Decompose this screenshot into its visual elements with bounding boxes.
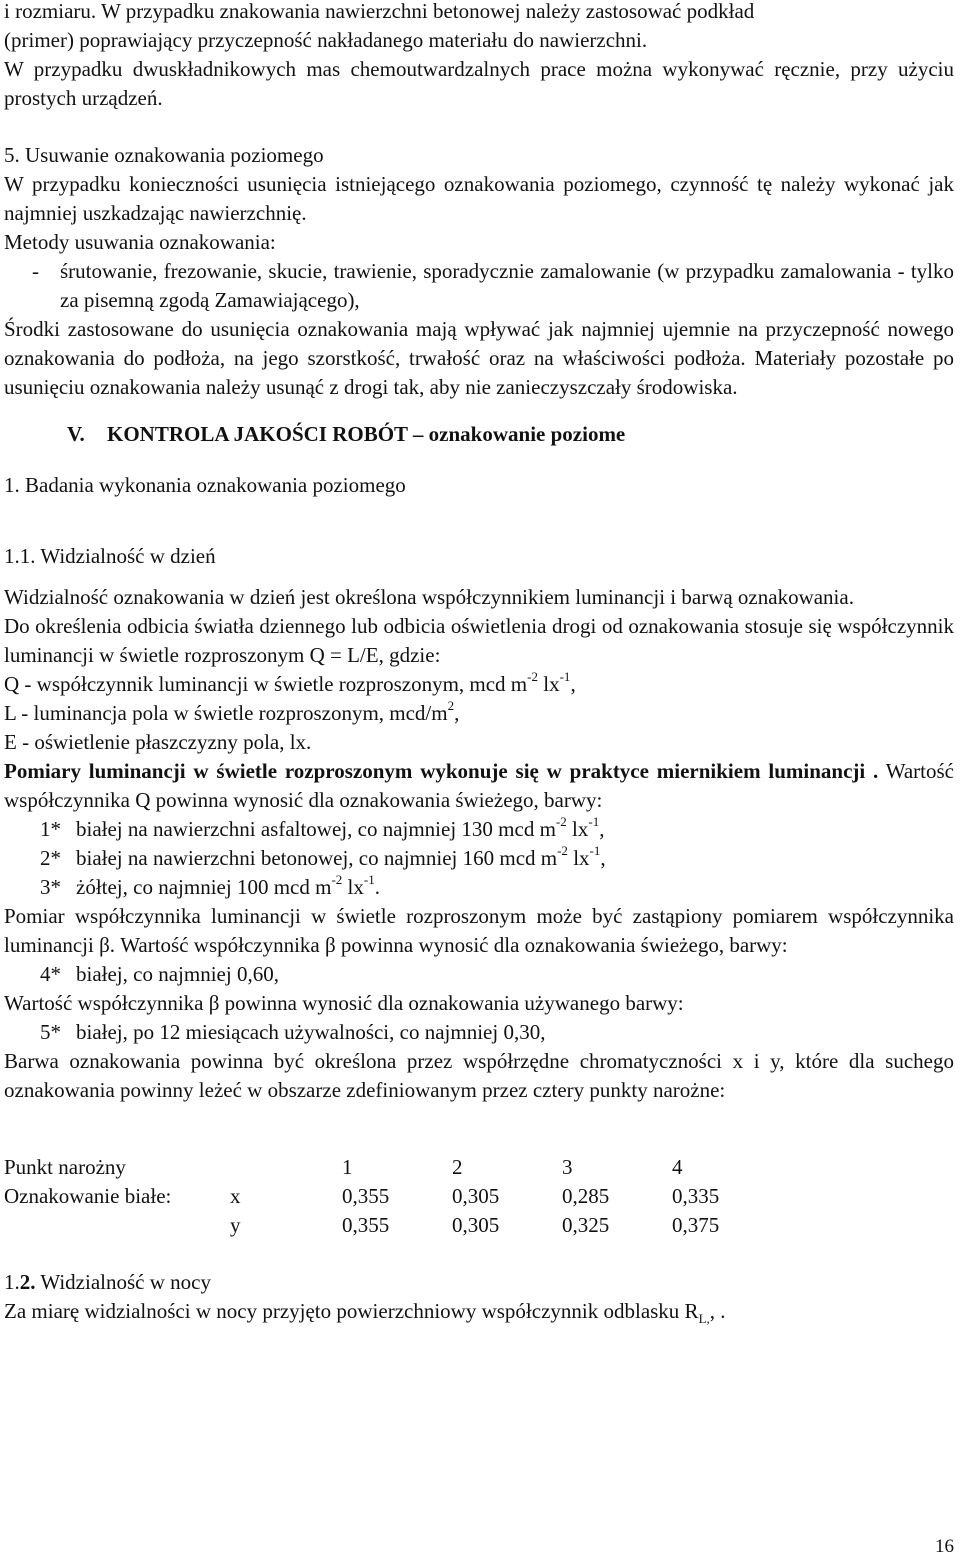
l-definition: L - luminancja pola w świetle rozproszonym, mcd/$m^2$, xyxy=(4,698,460,725)
methods-list-item xyxy=(34,257,954,315)
agents-paragraph: Środki zastosowane do usunięcia oznakowania mają wpływać jak najmniej ujemnie na przyczepność nowego oznakowania do podłoża, na jego szorstkość, trwałość oraz na właściwości podłoża. Materiały pozostałe po usunięciu oznakowania należy usunąć z drogi tak, aby nie zanieczyszczały środowiska. xyxy=(4,317,954,399)
list-item: 4* białej, co najmniej 0,60, xyxy=(40,962,279,986)
table-cell: 0,305 xyxy=(452,1213,500,1237)
table-cell: 0,355 xyxy=(342,1213,390,1237)
table-row-label: Oznakowanie białe: xyxy=(4,1184,172,1208)
table-axis-label: y xyxy=(230,1213,241,1237)
page-number: 16 xyxy=(935,1536,954,1557)
list-item: 3* żółtej, co najmniej 100 mcd $m^{-2}$ $lx^{-1}$. xyxy=(40,872,380,899)
spacer xyxy=(4,113,954,141)
section-1-2-body: Za miarę widzialności w nocy przyjęto powierzchniowy współczynnik odblasku $R_{L,}$, . xyxy=(4,1299,726,1327)
table-cell: 2 xyxy=(452,1155,463,1179)
paragraph-primer-line1: i rozmiaru. W przypadku znakowania nawierzchni betonowej należy zastosować podkład xyxy=(4,0,755,23)
e-definition: E - oświetlenie płaszczyzny pola, lx. xyxy=(4,730,312,754)
table-cell: 4 xyxy=(672,1155,683,1179)
methods-title: Metody usuwania oznakowania: xyxy=(4,230,276,254)
color-paragraph: Barwa oznakowania powinna być określona przez współrzędne chromatyczności x i y, które dla suchego oznakowania powinny leżeć w obszarze zdefiniowanym przez cztery punkty narożne: xyxy=(4,1049,954,1102)
methods-item-text: śrutowanie, frezowanie, skucie, trawienie, sporadycznie zamalowanie (w przypadku zamalowania - tylko za pisemną zgodą Zamawiającego), xyxy=(60,259,954,312)
table-cell: 0,285 xyxy=(562,1184,610,1208)
section-1-title: 1. Badania wykonania oznakowania poziomego xyxy=(4,473,406,497)
table-row-label xyxy=(4,1211,230,1240)
day-paragraph-2: Do określenia odbicia światła dziennego lub odbicia oświetlenia drogi od oznakowania stosuje się współczynnik luminancji w świetle rozproszonym Q = L/E, gdzie: xyxy=(4,614,954,667)
table-cell: 1 xyxy=(342,1155,353,1179)
paragraph-primer-line2: (primer) poprawiający przyczepność nakładanego materiału do nawierzchni. xyxy=(4,28,648,52)
list-item: 2* białej na nawierzchni betonowej, co najmniej 160 mcd $m^{-2}$ $lx^{-1}$, xyxy=(40,843,606,870)
table-cell: 0,355 xyxy=(342,1184,390,1208)
spacer xyxy=(4,571,954,583)
measurement-rest: Wartość współczynnika Q powinna wynosić dla oznakowania świeżego, barwy: xyxy=(4,759,954,812)
table-cell: 0,305 xyxy=(452,1184,500,1208)
spacer xyxy=(4,1240,954,1268)
chapter-title: KONTROLA JAKOŚCI ROBÓT – oznakowanie poziome xyxy=(107,422,626,446)
table-cell: 0,325 xyxy=(562,1213,610,1237)
list-dash: - xyxy=(32,259,39,283)
section-5-title: 5. Usuwanie oznakowania poziomego xyxy=(4,143,324,167)
measurement-bold: Pomiary luminancji w świetle rozproszonym wykonuje się w praktyce miernikiem luminancji . xyxy=(4,759,879,783)
measurement-paragraph xyxy=(4,757,954,815)
spacer xyxy=(4,500,954,542)
paragraph-two-component: W przypadku dwuskładnikowych mas chemoutwardzalnych prace można wykonywać ręcznie, przy użyciu prostych urządzeń. xyxy=(4,57,954,110)
corner-points-table xyxy=(4,1153,762,1240)
chapter-heading xyxy=(67,420,954,449)
list-item: 1* białej na nawierzchni asfaltowej, co najmniej 130 mcd $m^{-2}$ $lx^{-1}$, xyxy=(40,814,605,841)
table-header-label: Punkt narożny xyxy=(4,1155,126,1179)
list-item: 5* białej, po 12 miesiącach używalności, co najmniej 0,30, xyxy=(40,1020,546,1044)
table-cell: 0,335 xyxy=(672,1184,720,1208)
table-row xyxy=(4,1153,762,1182)
table-cell: 3 xyxy=(562,1155,573,1179)
section-5-body: W przypadku konieczności usunięcia istniejącego oznakowania poziomego, czynność tę należy wykonać jak najmniej uszkadzając nawierzchnię. xyxy=(4,172,954,225)
day-paragraph-1: Widzialność oznakowania w dzień jest określona współczynnikiem luminancji i barwą oznakowania. xyxy=(4,585,854,609)
q-value-list xyxy=(4,815,954,902)
table-cell: 0,375 xyxy=(672,1213,720,1237)
chapter-number: V. xyxy=(67,422,85,446)
q-definition: Q - współczynnik luminancji w świetle rozproszonym, mcd $m^{-2}$ $lx^{-1}$, xyxy=(4,669,576,696)
section-1-2-title: 1.2. Widzialność w nocy xyxy=(4,1270,211,1294)
beta-paragraph: Pomiar współczynnika luminancji w świetle rozproszonym może być zastąpiony pomiarem współczynnika luminancji β. Wartość współczynnika β powinna wynosić dla oznakowania świeżego, barwy: xyxy=(4,904,954,957)
table-row xyxy=(4,1211,762,1240)
section-1-1-title: 1.1. Widzialność w dzień xyxy=(4,544,216,568)
beta-used-paragraph: Wartość współczynnika β powinna wynosić dla oznakowania używanego barwy: xyxy=(4,991,684,1015)
table-row xyxy=(4,1182,762,1211)
table-axis-label: x xyxy=(230,1184,241,1208)
